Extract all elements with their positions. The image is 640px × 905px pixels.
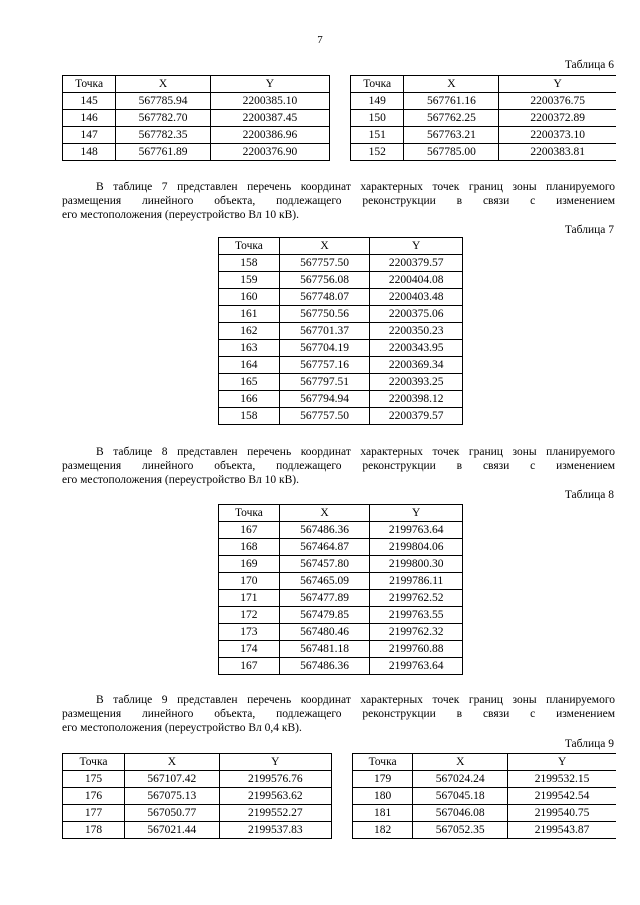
y-coordinate-cell: 2200379.57: [370, 408, 463, 425]
y-coordinate-cell: 2199532.15: [508, 771, 616, 788]
table-row: [351, 144, 617, 161]
y-coordinate-cell: 2200373.10: [499, 127, 616, 144]
x-coordinate-cell: 567479.85: [279, 607, 370, 624]
table-row: [353, 822, 617, 839]
point-cell: 147: [63, 127, 116, 144]
x-coordinate-cell: 567763.21: [404, 127, 499, 144]
y-coordinate-cell: 2200404.08: [370, 272, 463, 289]
paragraph-line: его местоположения (переустройство Вл 10 кВ).: [62, 474, 299, 486]
point-cell: 171: [219, 590, 280, 607]
table-row: [219, 391, 463, 408]
table-row: [219, 590, 463, 607]
table-row: [219, 607, 463, 624]
x-coordinate-cell: 567761.89: [116, 144, 211, 161]
y-coordinate-cell: 2200350.23: [370, 323, 463, 340]
column-header: Y: [499, 76, 616, 93]
x-coordinate-cell: 567457.80: [279, 556, 370, 573]
x-coordinate-cell: 567797.51: [279, 374, 370, 391]
table-header-row: [351, 76, 617, 93]
table9-left: [62, 753, 332, 839]
x-coordinate-cell: 567785.94: [116, 93, 211, 110]
x-coordinate-cell: 567761.16: [404, 93, 499, 110]
point-cell: 148: [63, 144, 116, 161]
table-row: [219, 357, 463, 374]
table-row: [353, 771, 617, 788]
y-coordinate-cell: 2200369.34: [370, 357, 463, 374]
y-coordinate-cell: 2200403.48: [370, 289, 463, 306]
column-header: X: [125, 754, 220, 771]
table-header-row: [353, 754, 617, 771]
table-row: [63, 127, 330, 144]
point-cell: 170: [219, 573, 280, 590]
table-row: [219, 556, 463, 573]
point-cell: 162: [219, 323, 280, 340]
point-cell: 182: [353, 822, 413, 839]
y-coordinate-cell: 2200343.95: [370, 340, 463, 357]
table9-caption: Таблица 9: [564, 738, 614, 750]
point-cell: 173: [219, 624, 280, 641]
x-coordinate-cell: 567480.46: [279, 624, 370, 641]
point-cell: 166: [219, 391, 280, 408]
point-cell: 177: [63, 805, 125, 822]
point-cell: 159: [219, 272, 280, 289]
point-cell: 152: [351, 144, 404, 161]
y-coordinate-cell: 2199800.30: [370, 556, 463, 573]
table-row: [219, 340, 463, 357]
point-cell: 179: [353, 771, 413, 788]
y-coordinate-cell: 2199543.87: [508, 822, 616, 839]
column-header: X: [404, 76, 499, 93]
table-row: [351, 93, 617, 110]
table-row: [219, 306, 463, 323]
table-row: [63, 110, 330, 127]
point-cell: 167: [219, 658, 280, 675]
x-coordinate-cell: 567046.08: [413, 805, 508, 822]
y-coordinate-cell: 2199540.75: [508, 805, 616, 822]
y-coordinate-cell: 2200372.89: [499, 110, 616, 127]
column-header: Точка: [351, 76, 404, 93]
point-cell: 164: [219, 357, 280, 374]
column-header: Y: [219, 754, 331, 771]
paragraph-line: размещения линейного объекта, подлежащего реконструкции в связи с изменением: [62, 460, 615, 472]
table-row: [219, 641, 463, 658]
table-row: [219, 624, 463, 641]
table-row: [351, 127, 617, 144]
point-cell: 168: [219, 539, 280, 556]
table9-right: [352, 753, 616, 839]
table-row: [219, 289, 463, 306]
x-coordinate-cell: 567782.70: [116, 110, 211, 127]
x-coordinate-cell: 567757.16: [279, 357, 370, 374]
y-coordinate-cell: 2199563.62: [219, 788, 331, 805]
x-coordinate-cell: 567465.09: [279, 573, 370, 590]
paragraph-line: его местоположения (переустройство Вл 0,4 кВ).: [62, 722, 302, 734]
table7: [218, 237, 463, 425]
table-row: [63, 144, 330, 161]
column-header: Точка: [63, 76, 116, 93]
paragraph-line: размещения линейного объекта, подлежащего реконструкции в связи с изменением: [62, 708, 615, 720]
column-header: Y: [210, 76, 329, 93]
table-row: [219, 272, 463, 289]
table9-intro-paragraph: [62, 693, 615, 735]
point-cell: 174: [219, 641, 280, 658]
column-header: Y: [370, 238, 463, 255]
point-cell: 161: [219, 306, 280, 323]
paragraph-line: его местоположения (переустройство Вл 10 кВ).: [62, 209, 299, 221]
table-row: [63, 805, 332, 822]
x-coordinate-cell: 567757.50: [279, 408, 370, 425]
y-coordinate-cell: 2200383.81: [499, 144, 616, 161]
column-header: Точка: [63, 754, 125, 771]
point-cell: 165: [219, 374, 280, 391]
x-coordinate-cell: 567486.36: [279, 522, 370, 539]
y-coordinate-cell: 2199763.64: [370, 522, 463, 539]
page-number: 7: [317, 34, 323, 46]
column-header: Точка: [219, 238, 280, 255]
paragraph-line: В таблице 7 представлен перечень координат характерных точек границ зоны планируемого: [96, 181, 615, 193]
table-row: [219, 658, 463, 675]
point-cell: 160: [219, 289, 280, 306]
point-cell: 175: [63, 771, 125, 788]
y-coordinate-cell: 2199786.11: [370, 573, 463, 590]
x-coordinate-cell: 567701.37: [279, 323, 370, 340]
y-coordinate-cell: 2200387.45: [210, 110, 329, 127]
column-header: Y: [508, 754, 616, 771]
paragraph-line: В таблице 8 представлен перечень координат характерных точек границ зоны планируемого: [96, 446, 615, 458]
table7-intro-paragraph: [62, 180, 615, 222]
column-header: X: [413, 754, 508, 771]
x-coordinate-cell: 567477.89: [279, 590, 370, 607]
point-cell: 180: [353, 788, 413, 805]
point-cell: 176: [63, 788, 125, 805]
table6-right: [350, 75, 616, 161]
x-coordinate-cell: 567762.25: [404, 110, 499, 127]
column-header: X: [279, 505, 370, 522]
x-coordinate-cell: 567021.44: [125, 822, 220, 839]
point-cell: 167: [219, 522, 280, 539]
point-cell: 151: [351, 127, 404, 144]
table-row: [63, 93, 330, 110]
point-cell: 146: [63, 110, 116, 127]
x-coordinate-cell: 567024.24: [413, 771, 508, 788]
table6-caption: Таблица 6: [564, 59, 614, 71]
table8-caption: Таблица 8: [564, 489, 614, 501]
y-coordinate-cell: 2199552.27: [219, 805, 331, 822]
paragraph-line: размещения линейного объекта, подлежащего реконструкции в связи с изменением: [62, 195, 615, 207]
table-row: [63, 771, 332, 788]
table-row: [219, 539, 463, 556]
column-header: X: [116, 76, 211, 93]
x-coordinate-cell: 567481.18: [279, 641, 370, 658]
table-row: [219, 573, 463, 590]
y-coordinate-cell: 2199542.54: [508, 788, 616, 805]
point-cell: 150: [351, 110, 404, 127]
table-row: [63, 788, 332, 805]
table-row: [219, 323, 463, 340]
y-coordinate-cell: 2200376.75: [499, 93, 616, 110]
column-header: Y: [370, 505, 463, 522]
x-coordinate-cell: 567750.56: [279, 306, 370, 323]
y-coordinate-cell: 2200375.06: [370, 306, 463, 323]
column-header: X: [279, 238, 370, 255]
point-cell: 178: [63, 822, 125, 839]
x-coordinate-cell: 567704.19: [279, 340, 370, 357]
table-header-row: [63, 754, 332, 771]
point-cell: 172: [219, 607, 280, 624]
table-header-row: [219, 238, 463, 255]
y-coordinate-cell: 2199762.52: [370, 590, 463, 607]
point-cell: 181: [353, 805, 413, 822]
x-coordinate-cell: 567757.50: [279, 255, 370, 272]
table8: [218, 504, 463, 675]
table-row: [353, 788, 617, 805]
table8-intro-paragraph: [62, 445, 615, 487]
table-row: [63, 822, 332, 839]
x-coordinate-cell: 567756.08: [279, 272, 370, 289]
table-row: [219, 408, 463, 425]
table-row: [219, 522, 463, 539]
table-row: [219, 374, 463, 391]
table-header-row: [219, 505, 463, 522]
y-coordinate-cell: 2199537.83: [219, 822, 331, 839]
y-coordinate-cell: 2199576.76: [219, 771, 331, 788]
table-header-row: [63, 76, 330, 93]
table6-left: [62, 75, 330, 161]
point-cell: 163: [219, 340, 280, 357]
table-row: [351, 110, 617, 127]
paragraph-line: В таблице 9 представлен перечень координат характерных точек границ зоны планируемого: [96, 694, 615, 706]
y-coordinate-cell: 2200379.57: [370, 255, 463, 272]
x-coordinate-cell: 567052.35: [413, 822, 508, 839]
point-cell: 169: [219, 556, 280, 573]
point-cell: 158: [219, 408, 280, 425]
x-coordinate-cell: 567782.35: [116, 127, 211, 144]
x-coordinate-cell: 567486.36: [279, 658, 370, 675]
y-coordinate-cell: 2199763.55: [370, 607, 463, 624]
y-coordinate-cell: 2199760.88: [370, 641, 463, 658]
y-coordinate-cell: 2200398.12: [370, 391, 463, 408]
point-cell: 149: [351, 93, 404, 110]
table7-caption: Таблица 7: [564, 224, 614, 236]
y-coordinate-cell: 2200376.90: [210, 144, 329, 161]
table-row: [219, 255, 463, 272]
column-header: Точка: [219, 505, 280, 522]
y-coordinate-cell: 2200386.96: [210, 127, 329, 144]
y-coordinate-cell: 2199762.32: [370, 624, 463, 641]
x-coordinate-cell: 567785.00: [404, 144, 499, 161]
column-header: Точка: [353, 754, 413, 771]
table-row: [353, 805, 617, 822]
x-coordinate-cell: 567464.87: [279, 539, 370, 556]
x-coordinate-cell: 567748.07: [279, 289, 370, 306]
y-coordinate-cell: 2200385.10: [210, 93, 329, 110]
x-coordinate-cell: 567075.13: [125, 788, 220, 805]
x-coordinate-cell: 567045.18: [413, 788, 508, 805]
y-coordinate-cell: 2199763.64: [370, 658, 463, 675]
point-cell: 158: [219, 255, 280, 272]
x-coordinate-cell: 567107.42: [125, 771, 220, 788]
y-coordinate-cell: 2199804.06: [370, 539, 463, 556]
point-cell: 145: [63, 93, 116, 110]
x-coordinate-cell: 567794.94: [279, 391, 370, 408]
x-coordinate-cell: 567050.77: [125, 805, 220, 822]
y-coordinate-cell: 2200393.25: [370, 374, 463, 391]
